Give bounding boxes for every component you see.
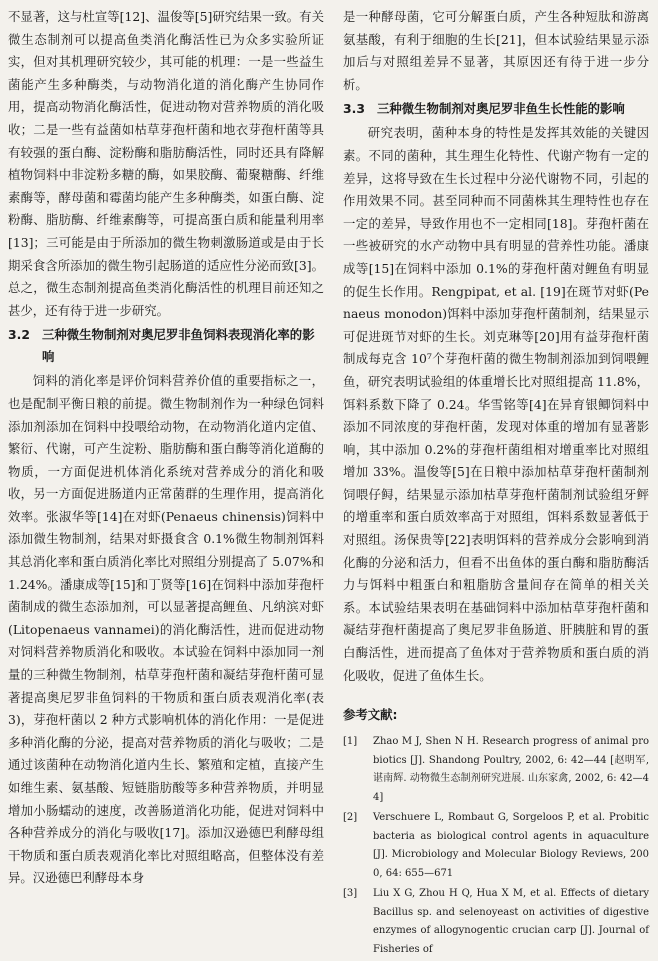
reference-number: [1] xyxy=(343,736,358,748)
right-column xyxy=(343,6,649,961)
references-title: 参考文献: xyxy=(343,707,398,723)
reference-text: Verschuere L, Rombaut G, Sorgeloos P, et al. Probitic bacteria as biological control agents in aquaculture [J]. Microbiology and Molecular Biology Reviews, 2000, 64: 655—671 xyxy=(373,812,649,879)
section-title: 三种微生物制剂对奥尼罗非鱼生长性能的影响 xyxy=(377,101,625,117)
left-column xyxy=(8,6,324,890)
section-number: 3.2 xyxy=(8,327,30,343)
reference-text: Liu X G, Zhou H Q, Hua X M, et al. Effects of dietary Bacillus sp. and selenoyeast on activities of digestive enzymes of allogynogentic crucian carp [J]. Journal of Fisheries of xyxy=(373,888,649,955)
reference-text: Zhao M J, Shen N H. Research progress of animal probiotics [J]. Shandong Poultry, 2002, 6: 42—44 [赵明军, 谌南辉. 动物微生态制剂研究进展. 山东家禽, 2002, 6: 42—44] xyxy=(373,736,649,803)
paragraph-feed-digestibility: 饲料的消化率是评价饲料营养价值的重要指标之一，也是配制平衡日粮的前提。微生物制剂作为一种绿色饲料添加剂添加在饲料中投喂给动物，在动物消化道内定值、繁衍、代谢，可产生淀粉、脂肪酶和蛋白酶等消化道酶的物质，一方面促进机体消化系统对营养成分的消化和吸收，另一方面促进肠道内正常菌群的生理作用，提高消化效率。张淑华等[14]在对虾(Penaeus chinensis)饲料中添加微生物制剂，结果对虾摄食含 0.1%微生物制剂饵料其总消化率和蛋白质消化率比对照组分别提高了 5.07%和 1.24%。潘康成等[15]和丁贤等[16]在饲料中添加芽孢杆菌制成的微生态添加剂，可以显著提高鲤鱼、凡纳滨对虾(Litopenaeus vannamei)的消化酶活性，进而促进动物对饲料营养物质消化和吸收。本试验在饲料中添加同一剂量的三种微生物制剂，枯草芽孢杆菌和凝结芽孢杆菌可显著提高奥尼罗非鱼饲料的干物质和蛋白质表观消化率(表 3)，芽孢杆菌以 2 种方式影响机体的消化作用：一是促进多种消化酶的分泌，提高对营养物质的消化与吸收；二是通过该菌种在动物消化道内生长、繁殖和定植，直接产生如维生素、氨基酸、短链脂肪酸等多种营养物质，并明显增加小肠蠕动的速度，改善肠道消化功能，促进对饲料中各种营养成分的消化与吸收[17]。添加汉逊德巴利酵母组干物质和蛋白质表观消化率比对照组略高，但整体没有差异。汉逊德巴利酵母本身 xyxy=(8,373,324,886)
reference-item xyxy=(343,809,649,883)
paragraph-growth-performance: 研究表明，菌种本身的特性是发挥其效能的关键因素。不同的菌种，其生理生化特性、代谢产物有一定的差异，这将导致在生长过程中分泌代谢物不同，引起的作用效果不同。甚至同种而不同菌株其生理特性也存在一定的差异，导致作用也不一定相同[18]。芽孢杆菌在一些被研究的水产动物中具有明显的营养性功能。潘康成等[15]在饲料中添加 0.1%的芽孢杆菌对鲤鱼有明显的促生长作用。Rengpipat, et al. [19]在斑节对虾(Penaeus monodon)饵料中添加芽孢杆菌制剂，结果显示可促进斑节对虾的生长。刘克琳等[20]用有益芽孢杆菌制成每克含 10⁷个芽孢杆菌的微生物制剂添加到饲喂鲤鱼，研究表明试验组的体重增长比对照组提高 11.8%，饵料系数下降了 0.24。华雪铭等[4]在异育银鲫饲料中添加不同浓度的芽孢杆菌，发现对体重的增加有显著影响，其中添加 0.2%的芽孢杆菌组相对增重率比对照组增加 33%。温俊等[5]在日粮中添加枯草芽孢杆菌制剂饲喂仔鲟，结果显示添加枯草芽孢杆菌制剂试验组牙鲆的增重率和蛋白质效率高于对照组，饵料系数显著低于对照组。汤保贵等[22]表明饵料的营养成分会影响到消化酶的分泌和活力，但看不出鱼体的蛋白酶和脂肪酶活力与饵料中粗蛋白和粗脂肪含量间存在简单的相关关系。本试验结果表明在基础饲料中添加枯草芽孢杆菌和凝结芽孢杆菌提高了奥尼罗非鱼肠道、肝胰脏和胃的蛋白酶活性，进而提高了鱼体对于营养物质和蛋白质的消化吸收，促进了鱼体生长。 xyxy=(343,125,649,683)
section-title: 三种微生物制剂对奥尼罗非鱼饲料表现消化率的影响 xyxy=(42,327,315,365)
section-number: 3.3 xyxy=(343,101,365,117)
reference-item xyxy=(343,885,649,959)
reference-number: [3] xyxy=(343,888,358,900)
paragraph-digestive-enzyme-mechanism: 不显著，这与杜宣等[12]、温俊等[5]研究结果一致。有关微生态制剂可以提高鱼类消化酶活性已为众多实验所证实，但对其机理研究较少，其可能的机理：一是一些益生菌能产生多种酶类，与动物消化道的消化酶产生协同作用，提高动物消化酶活性，促进动物对营养物质的消化吸收；二是一些有益菌如枯草芽孢杆菌和地衣芽孢杆菌等具有较强的蛋白酶、淀粉酶和脂肪酶活性，同时还具有降解植物饲料中非淀粉多糖的酶，如果胶酶、葡聚糖酶、纤维素酶等，酵母菌和霉菌均能产生多种酶类，如蛋白酶、淀粉酶、脂肪酶、纤维素酶等，可提高蛋白质和能量利用率[13]；三可能是由于所添加的微生物刺激肠道或是由于长期采食含所添加的微生物引起肠道的适应性分泌而致[3]。总之，微生态制剂提高鱼类消化酶活性的机理目前还知之甚少，还有待于进一步研究。 xyxy=(8,9,324,318)
section-heading-3-2 xyxy=(8,324,324,368)
paragraph-yeast-continuation: 是一种酵母菌，它可分解蛋白质，产生各种短肽和游离氨基酸，有利于细胞的生长[21]，但本试验结果显示添加后与对照组差异不显著，其原因还有待于进一步分析。 xyxy=(343,9,649,92)
section-heading-3-3 xyxy=(343,98,649,120)
reference-item xyxy=(343,733,649,807)
reference-number: [2] xyxy=(343,812,358,824)
